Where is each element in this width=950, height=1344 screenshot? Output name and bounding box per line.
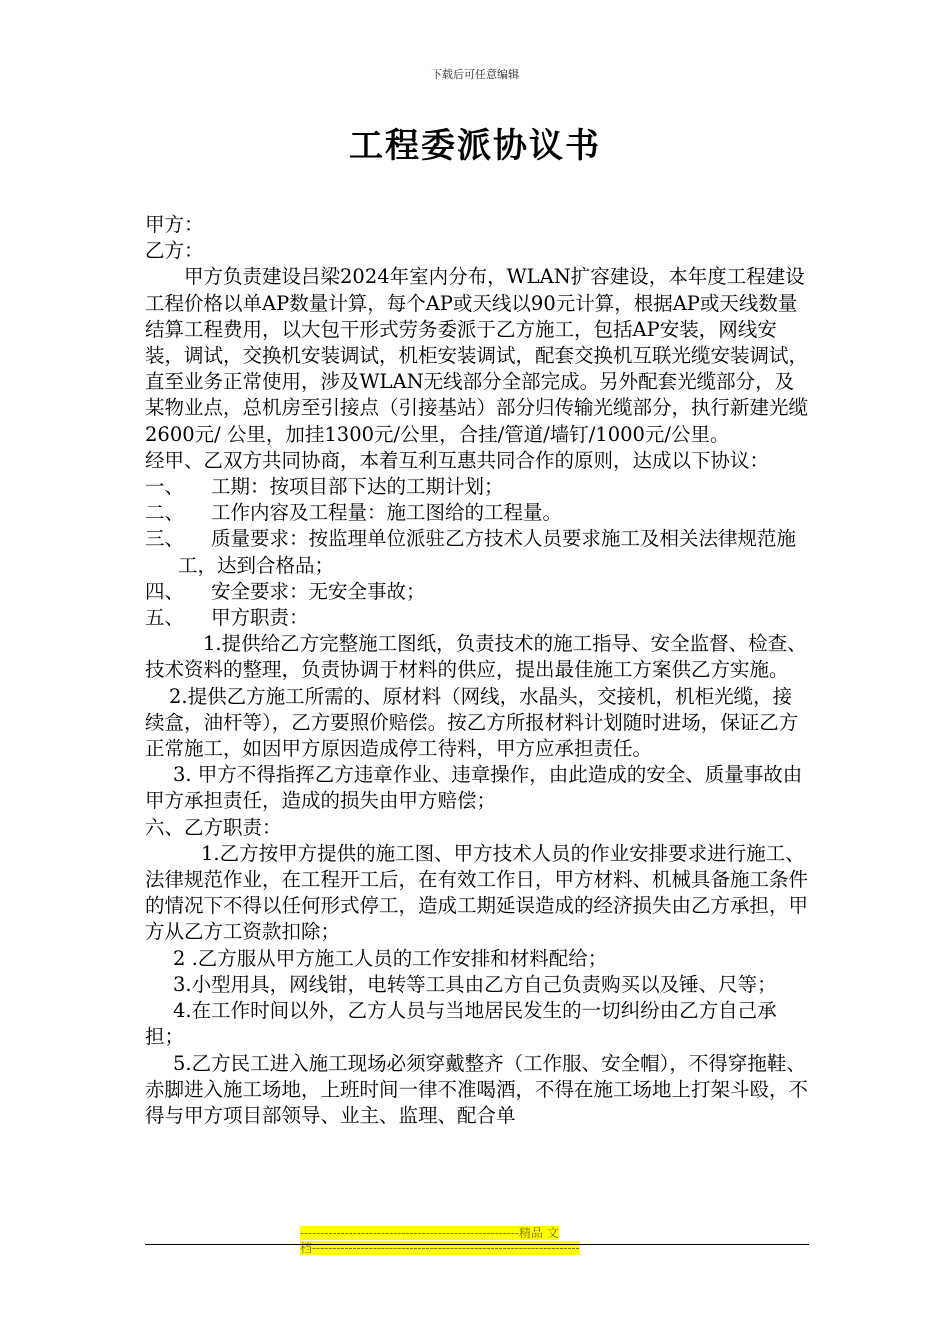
footer-line-1: ------------------------------------------------------精品 文 bbox=[300, 1226, 559, 1240]
party-b-duty-2: 2 .乙方服从甲方施工人员的工作安排和材料配给； bbox=[173, 946, 608, 970]
clause-1 bbox=[145, 474, 809, 500]
clause-text: 安全要求：无安全事故； bbox=[211, 579, 426, 603]
party-a-label: 甲方： bbox=[145, 213, 204, 236]
clause-number: 一、 bbox=[145, 475, 185, 499]
clause-4 bbox=[145, 579, 809, 605]
party-b-duty-3: 3.小型用具，网线钳，电转等工具由乙方自己负责购买以及锤、尺等； bbox=[173, 972, 777, 996]
section-6-heading: 六、乙方职责： bbox=[145, 815, 282, 839]
party-b-label: 乙方： bbox=[145, 239, 204, 263]
party-a-duty-3: 3. 甲方不得指挥乙方违章作业、违章操作，由此造成的安全、质量事故由甲方承担责任，造成的损失由甲方赔偿； bbox=[145, 763, 803, 813]
footer-watermark bbox=[300, 1226, 580, 1256]
party-a-duty-1: 1.提供给乙方完整施工图纸，负责技术的施工指导、安全监督、检查、技术资料的整理，负责协调于材料的供应，提出最佳施工方案供乙方实施。 bbox=[145, 632, 807, 682]
agreement-paragraph: 经甲、乙双方共同协商，本着互利互惠共同合作的原则，达成以下协议： bbox=[145, 448, 770, 472]
party-b-duty-4: 4.在工作时间以外，乙方人员与当地居民发生的一切纠纷由乙方自己承担； bbox=[145, 999, 777, 1049]
clause-number: 三、 bbox=[145, 527, 185, 551]
clause-5 bbox=[145, 605, 809, 631]
clause-number: 二、 bbox=[145, 501, 185, 525]
clause-number: 五、 bbox=[145, 606, 185, 630]
party-b-duty-1: 1.乙方按甲方提供的施工图、甲方技术人员的作业安排要求进行施工、法律规范作业，在工程开工后，在有效工作日，甲方材料、机械具备施工条件的情况下不得以任何形式停工，造成工期延误造成的经济损失由乙方承担，甲方从乙方工资款扣除； bbox=[145, 841, 809, 944]
clause-number: 四、 bbox=[145, 579, 185, 603]
clause-text: 质量要求：按监理单位派驻乙方技术人员要求施工及相关法律规范施工，达到合格品； bbox=[178, 527, 797, 577]
clause-text: 甲方职责： bbox=[211, 606, 309, 630]
clause-text: 工期：按项目部下达的工期计划； bbox=[211, 475, 504, 499]
party-a-duty-2: 2.提供乙方施工所需的、原材料（网线，水晶头，交接机，机柜光缆，接续盒，油杆等），乙方要照价赔偿。按乙方所报材料计划随时进场，保证乙方正常施工，如因甲方原因造成停工待料，甲方应承担责任。 bbox=[145, 684, 799, 761]
intro-paragraph: 甲方负责建设吕梁2024年室内分布，WLAN扩容建设，本年度工程建设工程价格以单AP数量计算，每个AP或天线以90元计算，根据AP或天线数量结算工程费用，以大包干形式劳务委派于乙方施工，包括AP安装，网线安装，调试，交换机安装调试，机柜安装调试，配套交换机互联光缆安装调试，直至业务正常使用，涉及WLAN无线部分全部完成。另外配套光缆部分，及某物业点，总机房至引接点（引接基站）部分归传输光缆部分，执行新建光缆2600元/ 公里，加挂1300元/公里，合挂/管道/墙钉/1000元/公里。 bbox=[145, 265, 809, 446]
footer-divider bbox=[145, 1244, 809, 1245]
document-title: 工程委派协议书 bbox=[349, 126, 601, 166]
party-b-duty-5: 5.乙方民工进入施工现场必须穿戴整齐（工作服、安全帽），不得穿拖鞋、赤脚进入施工场地，上班时间一律不准喝酒，不得在施工场地上打架斗殴，不得与甲方项目部领导、业主、监理、配合单 bbox=[145, 1051, 809, 1127]
header-note: 下载后可任意编辑 bbox=[431, 68, 519, 81]
clause-2 bbox=[145, 500, 809, 526]
clause-text: 工作内容及工程量：施工图给的工程量。 bbox=[211, 501, 563, 525]
clause-3 bbox=[145, 526, 809, 578]
footer-line-2: 档------------------------------------------------------------------ bbox=[300, 1241, 580, 1255]
document-body bbox=[145, 212, 809, 1129]
